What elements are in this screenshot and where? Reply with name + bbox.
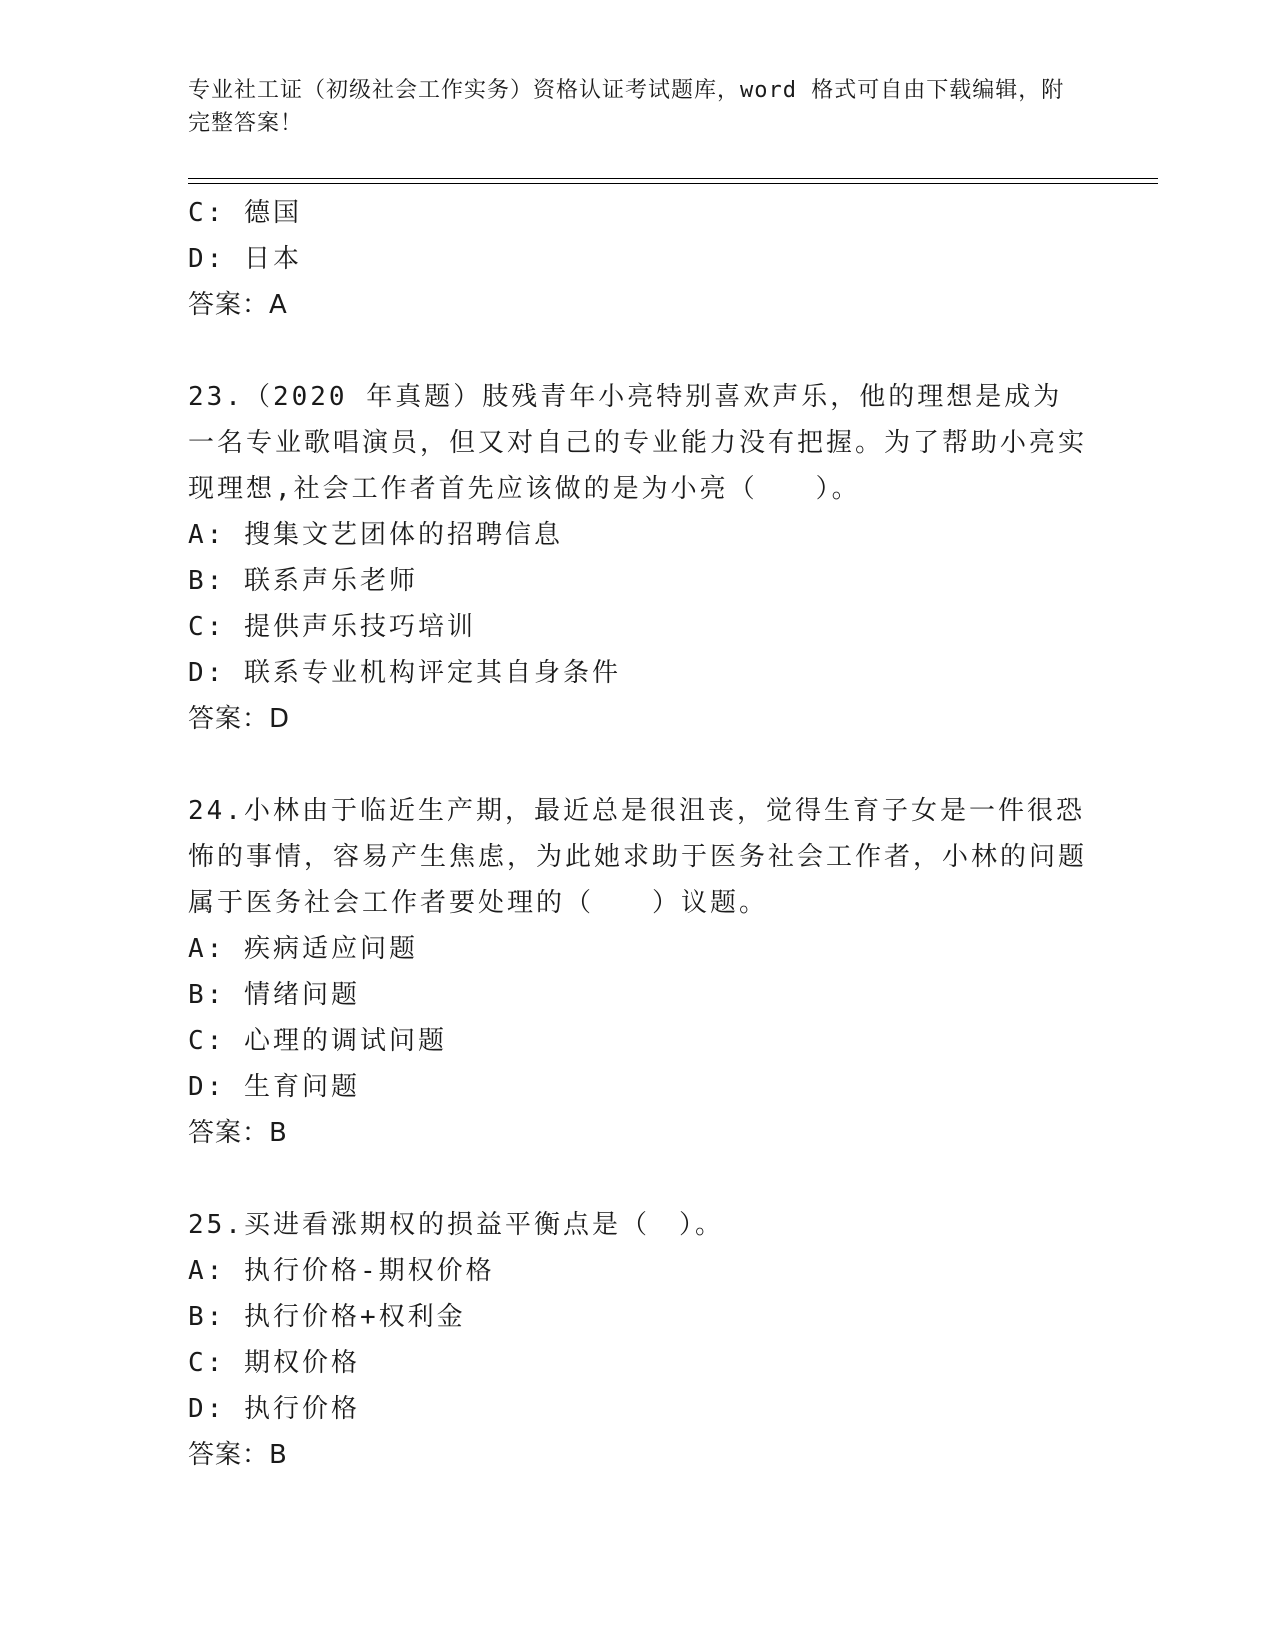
- spacer: [188, 742, 1088, 788]
- option-b: B: 联系声乐老师: [188, 566, 418, 596]
- option-b: B: 执行价格+权利金: [188, 1302, 466, 1332]
- document-title: 专业社工证（初级社会工作实务）资格认证考试题库，word 格式可自由下载编辑，附完整答案！: [188, 78, 1065, 136]
- question-stem: 24.小林由于临近生产期，最近总是很沮丧，觉得生育子女是一件很恐怖的事情，容易产生焦虑，为此她求助于医务社会工作者，小林的问题属于医务社会工作者要处理的（ ）议题。: [188, 796, 1088, 918]
- answer: 答案：B: [188, 1118, 288, 1148]
- question-23: [188, 374, 1088, 742]
- option-d: D: 生育问题: [188, 1072, 360, 1102]
- option-d: D: 联系专业机构评定其自身条件: [188, 658, 621, 688]
- question-stem: 25.买进看涨期权的损益平衡点是（ ）。: [188, 1210, 724, 1240]
- question-list: [188, 190, 1088, 1478]
- question-24: [188, 788, 1088, 1156]
- option-b: B: 情绪问题: [188, 980, 360, 1010]
- option-d: D: 日本: [188, 244, 302, 274]
- option-c: C: 德国: [188, 198, 302, 228]
- option-c: C: 提供声乐技巧培训: [188, 612, 476, 642]
- header-divider: [188, 178, 1158, 184]
- answer: 答案：D: [188, 704, 291, 734]
- option-a: A: 疾病适应问题: [188, 934, 418, 964]
- spacer: [188, 328, 1088, 374]
- option-d: D: 执行价格: [188, 1394, 360, 1424]
- answer: 答案：B: [188, 1440, 288, 1470]
- question-25: [188, 1202, 1088, 1478]
- question-stem: 23.（2020 年真题）肢残青年小亮特别喜欢声乐，他的理想是成为一名专业歌唱演员，但又对自己的专业能力没有把握。为了帮助小亮实现理想,社会工作者首先应该做的是为小亮（ ）。: [188, 382, 1088, 504]
- page-header: [188, 74, 1068, 140]
- option-c: C: 期权价格: [188, 1348, 360, 1378]
- spacer: [188, 1156, 1088, 1202]
- option-a: A: 执行价格-期权价格: [188, 1256, 495, 1286]
- question-22-tail: [188, 190, 1088, 328]
- option-a: A: 搜集文艺团体的招聘信息: [188, 520, 563, 550]
- option-c: C: 心理的调试问题: [188, 1026, 447, 1056]
- answer: 答案：A: [188, 290, 288, 320]
